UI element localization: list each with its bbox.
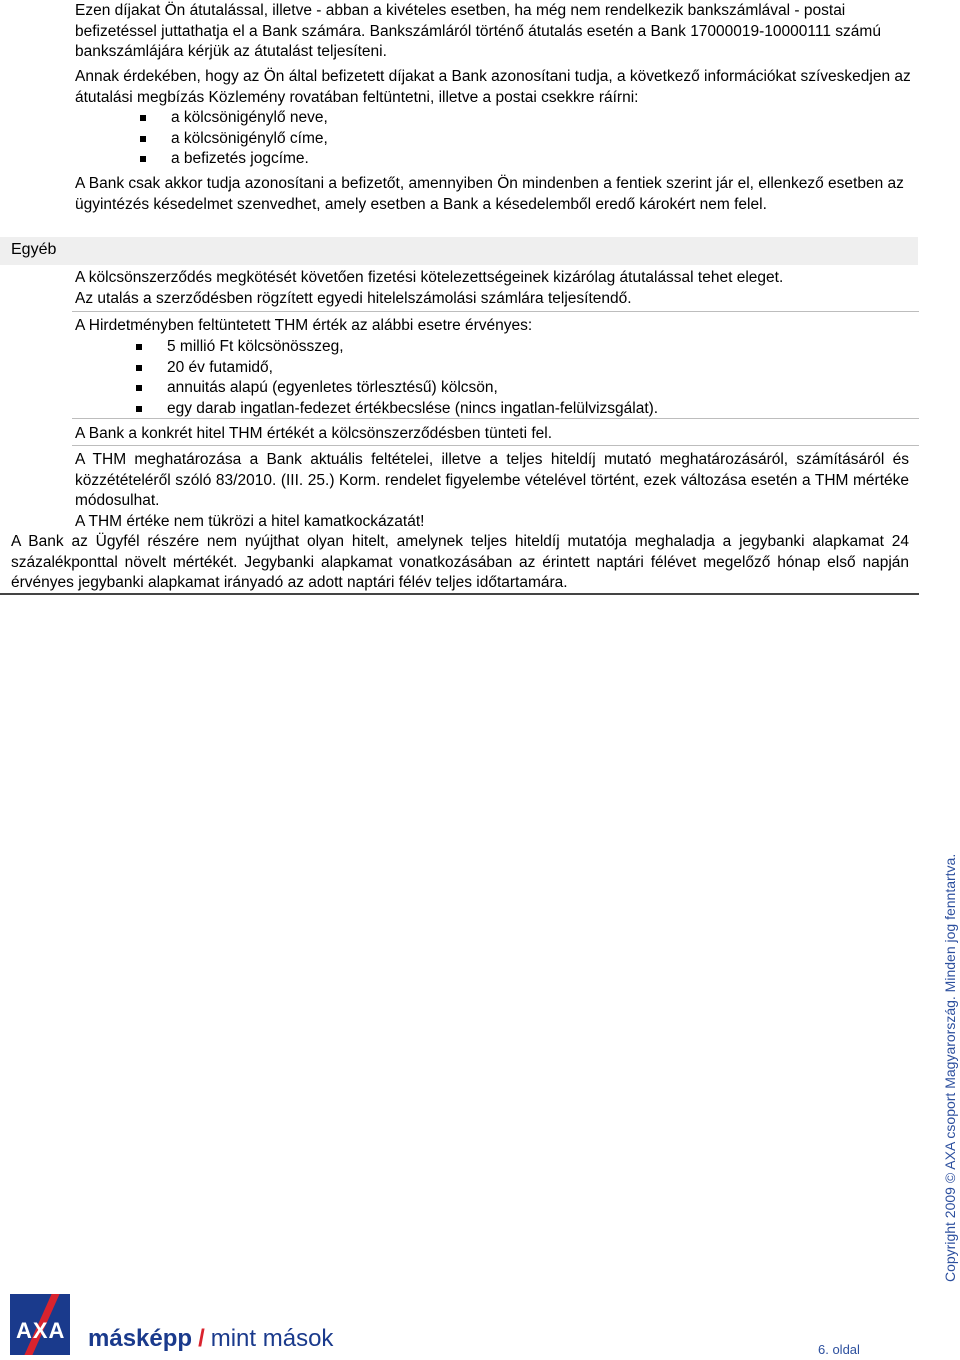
thm-conditions-paragraph: A Hirdetményben feltüntetett THM érték az alábbi esetre érvényes:	[75, 317, 533, 334]
list-item-text: a kölcsönigénylő címe,	[171, 129, 328, 147]
list-item-text: egy darab ingatlan-fedezet értékbecslése (nincs ingatlan-felülvizsgálat).	[167, 399, 659, 417]
list-item-text: a befizetés jogcíme.	[171, 150, 309, 168]
logo-text: AXA	[16, 1318, 66, 1343]
bullet-icon	[136, 385, 142, 391]
bullet-icon	[136, 406, 142, 412]
list-item-text: 20 év futamidő,	[167, 358, 273, 376]
bullet-icon	[136, 344, 142, 350]
payment-paragraph	[75, 1, 915, 63]
slogan-first: másképp	[88, 1325, 193, 1352]
list-item	[136, 399, 658, 420]
slogan-second: mint mások	[210, 1325, 334, 1352]
list-item	[140, 149, 328, 170]
bullet-icon	[140, 136, 146, 142]
list-item-text: a kölcsönigénylő neve,	[171, 109, 328, 126]
bank-account-number: 17000019-10000111	[690, 22, 831, 40]
interest-cap-paragraph: A Bank az Ügyfél részére nem nyújthat olyan hitelt, amelynek teljes hiteldíj mutatója meghaladja a jegybanki alapkamat 24 százalékponttal növelt mértékét. Jegybanki alapkamat vonatkozásában az érintett naptári félévet megelőző hónap első napján érvényes jegybanki alapkamat irányadó az adott naptári félév teljes időtartamára.	[11, 533, 909, 592]
copyright-notice: Copyright 2009 © AXA csoport Magyarország. Minden jog fenntartva.	[942, 853, 958, 1282]
thm-risk-paragraph: A THM értéke nem tükrözi a hitel kamatkockázatát!	[75, 513, 425, 530]
section-end-rule	[0, 593, 919, 595]
thm-conditions-list	[136, 337, 658, 419]
identification-paragraph: Annak érdekében, hogy az Ön által befizetett díjakat a Bank azonosítani tudja, a következő információkat szíveskedjen az átutalási megbízás Közlemény rovatában feltüntetni, illetve a postai csekkre ráírni:	[75, 68, 911, 106]
slogan	[88, 1325, 333, 1353]
list-item	[140, 129, 328, 150]
slogan-separator: /	[198, 1325, 205, 1352]
thm-contract-paragraph: A Bank a konkrét hitel THM értékét a kölcsönszerződésben tünteti fel.	[75, 425, 553, 442]
list-item-text: annuitás alapú (egyenletes törlesztésű) kölcsön,	[167, 379, 498, 397]
bullet-icon	[140, 115, 146, 121]
page-number: 6. oldal	[818, 1342, 860, 1357]
list-item	[136, 378, 658, 399]
payment-text: Ezen díjakat Ön átutalással, illetve - abban a kivételes esetben, ha még nem rendelkezik bankszámlával - postai befizetéssel juttathatja el a Bank számára. Bankszámláról történő átutalás esetén a Bank	[75, 2, 846, 40]
section-label: Egyéb	[11, 241, 57, 258]
payment-text-rest: számú bankszámlájára kérjük az átutalást teljesíteni.	[75, 22, 881, 61]
thm-definition-paragraph: A THM meghatározása a Bank aktuális feltételei, illetve a teljes hiteldíj mutató meghatározásáról, számításáról és közzétételéről szóló 83/2010. (III. 25.) Korm. rendelet figyelembe vételével történt, ezek változása esetén a THM mértéke módosulhat.	[75, 451, 909, 510]
divider	[72, 311, 919, 312]
divider	[72, 418, 919, 419]
transfer-paragraph: A kölcsönszerződés megkötését követően fizetési kötelezettségeinek kizárólag átutalással tehet eleget.	[75, 269, 784, 286]
delay-paragraph: A Bank csak akkor tudja azonosítani a befizetőt, amennyiben Ön mindenben a fentiek szerint jár el, ellenkező esetben az ügyintézés késedelmet szenvedhet, amely esetben a Bank a késedelemből eredő károkért nem felel.	[75, 175, 904, 213]
list-item	[136, 337, 658, 358]
section-band	[0, 237, 918, 265]
identification-list	[140, 108, 328, 170]
account-paragraph: Az utalás a szerződésben rögzített egyedi hitelelszámolási számlára teljesítendő.	[75, 290, 632, 307]
list-item	[140, 108, 328, 129]
axa-logo	[10, 1294, 70, 1355]
list-item-text: 5 millió Ft kölcsönösszeg,	[167, 338, 344, 355]
list-item	[136, 358, 658, 379]
divider	[72, 445, 919, 446]
bullet-icon	[140, 156, 146, 162]
bullet-icon	[136, 365, 142, 371]
